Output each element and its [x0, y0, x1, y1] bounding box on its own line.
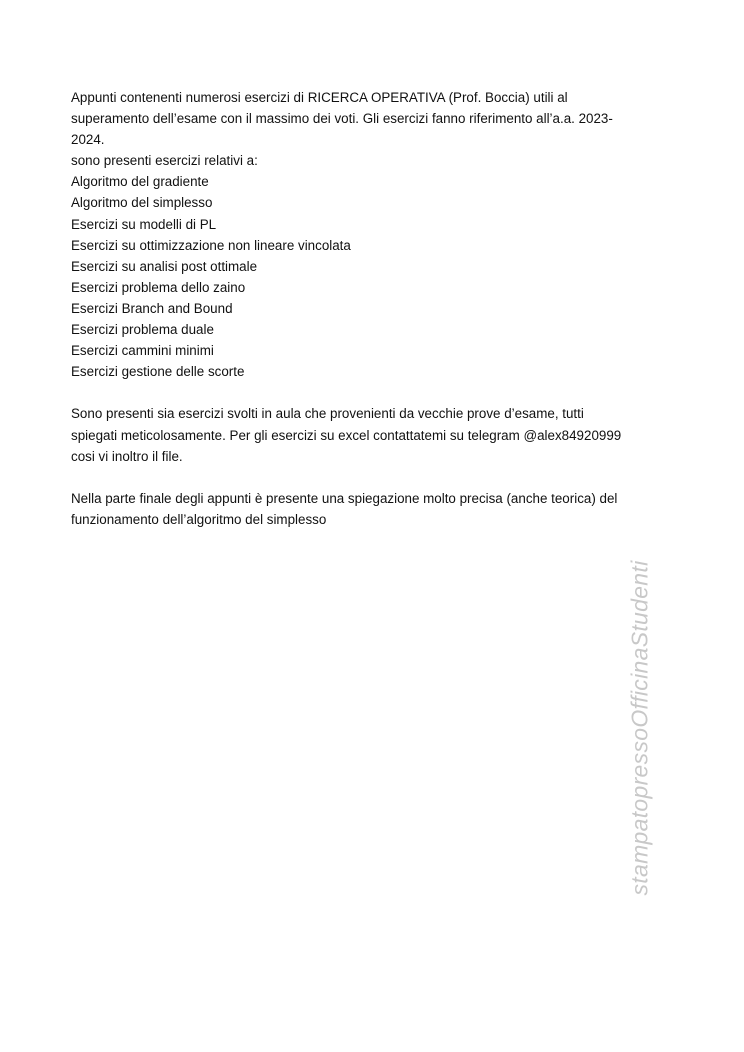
exercises-paragraph — [71, 403, 681, 466]
text-line: Nella parte finale degli appunti è presente una spiegazione molto precisa (anche teorica) del — [71, 490, 618, 506]
final-paragraph — [71, 488, 681, 530]
paragraph-gap — [71, 467, 681, 488]
text-line: funzionamento dell’algoritmo del simplesso — [71, 511, 327, 527]
topic-item: Algoritmo del gradiente — [71, 174, 209, 190]
topic-item: Esercizi cammini minimi — [71, 343, 214, 359]
text-line: cosi vi inoltro il file. — [71, 448, 183, 464]
watermark: stampatopressoOfficinaStudenti — [626, 560, 653, 896]
topic-item: Esercizi problema duale — [71, 322, 214, 338]
paragraph-gap — [71, 382, 681, 403]
text-line: 2024. — [71, 132, 105, 148]
topic-item: Esercizi Branch and Bound — [71, 300, 233, 316]
text-line: superamento dell’esame con il massimo dei voti. Gli esercizi fanno riferimento all’a.a. 2023- — [71, 111, 613, 127]
topic-item: Esercizi gestione delle scorte — [71, 364, 245, 380]
topic-item: Algoritmo del simplesso — [71, 195, 213, 211]
topic-item: Esercizi su ottimizzazione non lineare vincolata — [71, 237, 351, 253]
text-line: Sono presenti sia esercizi svolti in aula che provenienti da vecchie prove d’esame, tutti — [71, 406, 584, 422]
text-line: sono presenti esercizi relativi a: — [71, 153, 258, 169]
topic-item: Esercizi su modelli di PL — [71, 216, 217, 232]
text-line: Appunti contenenti numerosi esercizi di RICERCA OPERATIVA (Prof. Boccia) utili al — [71, 90, 568, 105]
document-body — [71, 87, 681, 530]
topic-list — [71, 171, 681, 382]
topic-item: Esercizi problema dello zaino — [71, 279, 246, 295]
text-line: spiegati meticolosamente. Per gli esercizi su excel contattatemi su telegram @alex84920999 — [71, 427, 622, 443]
intro-paragraph — [71, 87, 681, 171]
topic-item: Esercizi su analisi post ottimale — [71, 258, 258, 274]
